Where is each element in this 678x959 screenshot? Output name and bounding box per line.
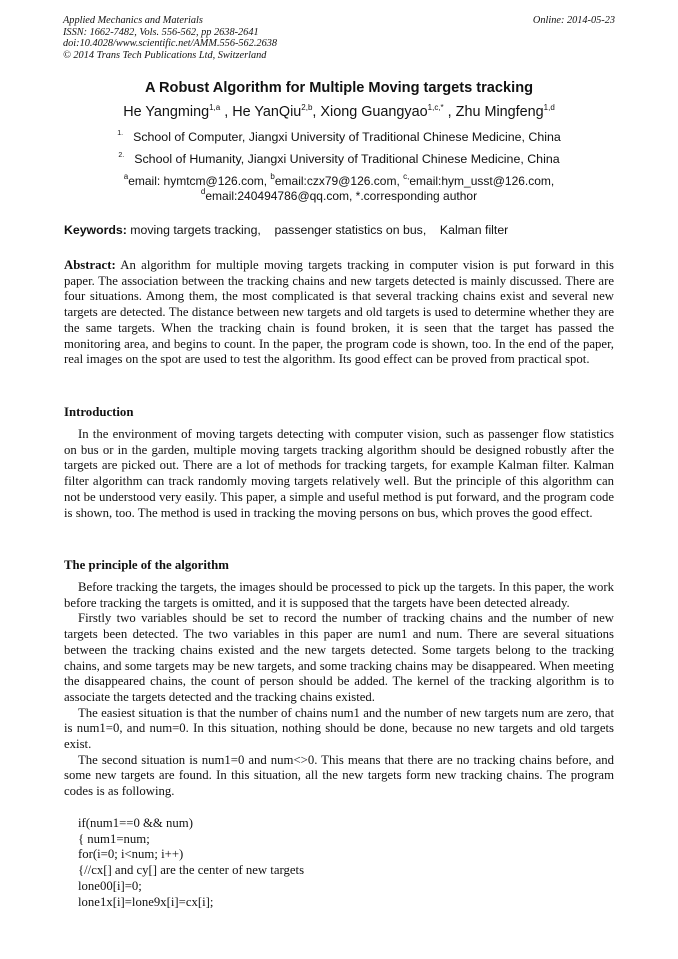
email-d: email:240494786@qq.com, *.corresponding author: [205, 189, 478, 203]
affiliation-sup: 2.: [118, 152, 125, 159]
code-line: if(num1==0 && num): [78, 816, 193, 830]
author-sup: 2,b: [301, 103, 313, 112]
abstract: [64, 258, 614, 368]
author-name: He Yangming: [123, 104, 210, 120]
copyright-line: © 2014 Trans Tech Publications Ltd, Switzerland: [63, 49, 267, 61]
journal-name: Applied Mechanics and Materials: [63, 15, 203, 26]
keywords-label: Keywords:: [64, 223, 127, 237]
paper-title: A Robust Algorithm for Multiple Moving targets tracking: [144, 80, 534, 96]
abstract-label: Abstract:: [64, 258, 116, 272]
paragraph: Firstly two variables should be set to record the number of tracking chains and the number of new targets been detected. The two variables in this paper are num1 and num. There are several situations between the tracking chains existed and the new targets detected. Some targets belong to the tracking chains, and some targets may be new targets, and some tracking chains may be disappeared. When meeting the disappeared chains, the count of person should be added. The kernel of the tracking algorithm is to associate the targets detected and the tracking chains existed.: [64, 611, 614, 704]
code-line: for(i=0; i<num; i++): [78, 847, 184, 862]
author-list: He Yangming$^{1,a}$ , He YanQiu$^{2,b}$, Xiong Guangyao$^{1,c,*}$ , Zhu Mingfeng$^{1,d}$: [123, 103, 555, 120]
email-a: email: hymtcm@126.com,: [128, 174, 268, 188]
author-name: He YanQiu: [232, 104, 302, 120]
section-heading-principle: The principle of the algorithm: [64, 558, 229, 572]
email-b: email:czx79@126.com,: [274, 174, 400, 188]
author-sup: 1,a: [209, 103, 221, 112]
code-line: lone1x[i]=lone9x[i]=cx[i];: [78, 894, 214, 909]
principle-body: [64, 580, 614, 800]
issn-line: ISSN: 1662-7482, Vols. 556-562, pp 2638-2641: [63, 26, 259, 38]
journal-header: [63, 15, 615, 61]
author-sup: 1,d: [543, 103, 555, 112]
keywords: [64, 223, 508, 237]
keywords-list: moving targets tracking, passenger statistics on bus, Kalman filter: [130, 223, 509, 237]
paragraph: Before tracking the targets, the images should be processed to pick up the targets. In this paper, the work before tracking the targets is omitted, and it is supposed that the targets have been detected already.: [64, 580, 614, 610]
paragraph: In the environment of moving targets detecting with computer vision, such as passenger flow statistics on bus or in the garden, multiple moving targets tracking algorithm should be designed robustly after the targets are picked out. There are a lot of methods for tracking targets, for example Kalman filter. Kalman filter algorithm can track randomly moving targets relatively well. But the principle of this algorithm can not be understood very easily. This paper, a simple and useful method is put forward, and the program code is shown, too. The method is used in tracking the moving persons on bus, which proves the good effect.: [64, 427, 614, 520]
abstract-text: An algorithm for multiple moving targets tracking in computer vision is put forward in this paper. The association between the tracking chains and new targets detected is mainly discussed. There are four situations. Among them, the most complicated is that several tracking chains exist and several new targets are detected. The distance between new targets and old targets is used to determine whether they are the same targets. When the tracking chain is found broken, it is seen that the target has passed the monitoring area, and begins to count. In the paper, the program code is shown, too. In the end of the paper, real images on the spot are used to test the algorithm. Its good effect can be proved from practical spot.: [64, 258, 614, 367]
paragraph: The second situation is num1=0 and num<>0. This means that there are no tracking chains before, and some new targets are found. In this situation, all the new targets form new tracking chains. The program codes is as following.: [64, 752, 614, 799]
code-line: {//cx[] and cy[] are the center of new targets: [78, 863, 305, 878]
section-heading-introduction: Introduction: [64, 405, 134, 419]
code-line: lone00[i]=0;: [78, 878, 142, 893]
doi-line: doi:10.4028/www.scientific.net/AMM.556-562.2638: [63, 38, 278, 50]
introduction-body: [64, 427, 614, 521]
email-c: email:hym_usst@126.com,: [409, 174, 555, 188]
affiliation-sup: 1.: [117, 130, 124, 137]
author-emails: $^a$email: hymtcm@126.com, $^b$email:czx79@126.com, $^{c,}$email:hym_usst@126.com, $^d$email:240494786@qq.com, *.corresponding author: [123, 172, 555, 203]
online-date: Online: 2014-05-23: [532, 15, 615, 26]
affiliation-2: [0, 152, 678, 166]
affiliation-text: School of Humanity, Jiangxi University of Traditional Chinese Medicine, China: [134, 152, 560, 166]
code-listing: [78, 816, 304, 910]
affiliation-text: School of Computer, Jiangxi University of Traditional Chinese Medicine, China: [133, 130, 561, 144]
author-name: Zhu Mingfeng: [455, 104, 544, 120]
code-line: { num1=num;: [78, 831, 150, 846]
affiliation-1: [0, 130, 678, 144]
author-name: Xiong Guangyao: [320, 104, 428, 120]
author-sup: 1,c,*: [427, 103, 444, 112]
paragraph: The easiest situation is that the number of chains num1 and the number of new targets num are zero, that is num1=0, and num=0. In this situation, nothing should be done, because no new targets and old targets exist.: [64, 705, 614, 752]
